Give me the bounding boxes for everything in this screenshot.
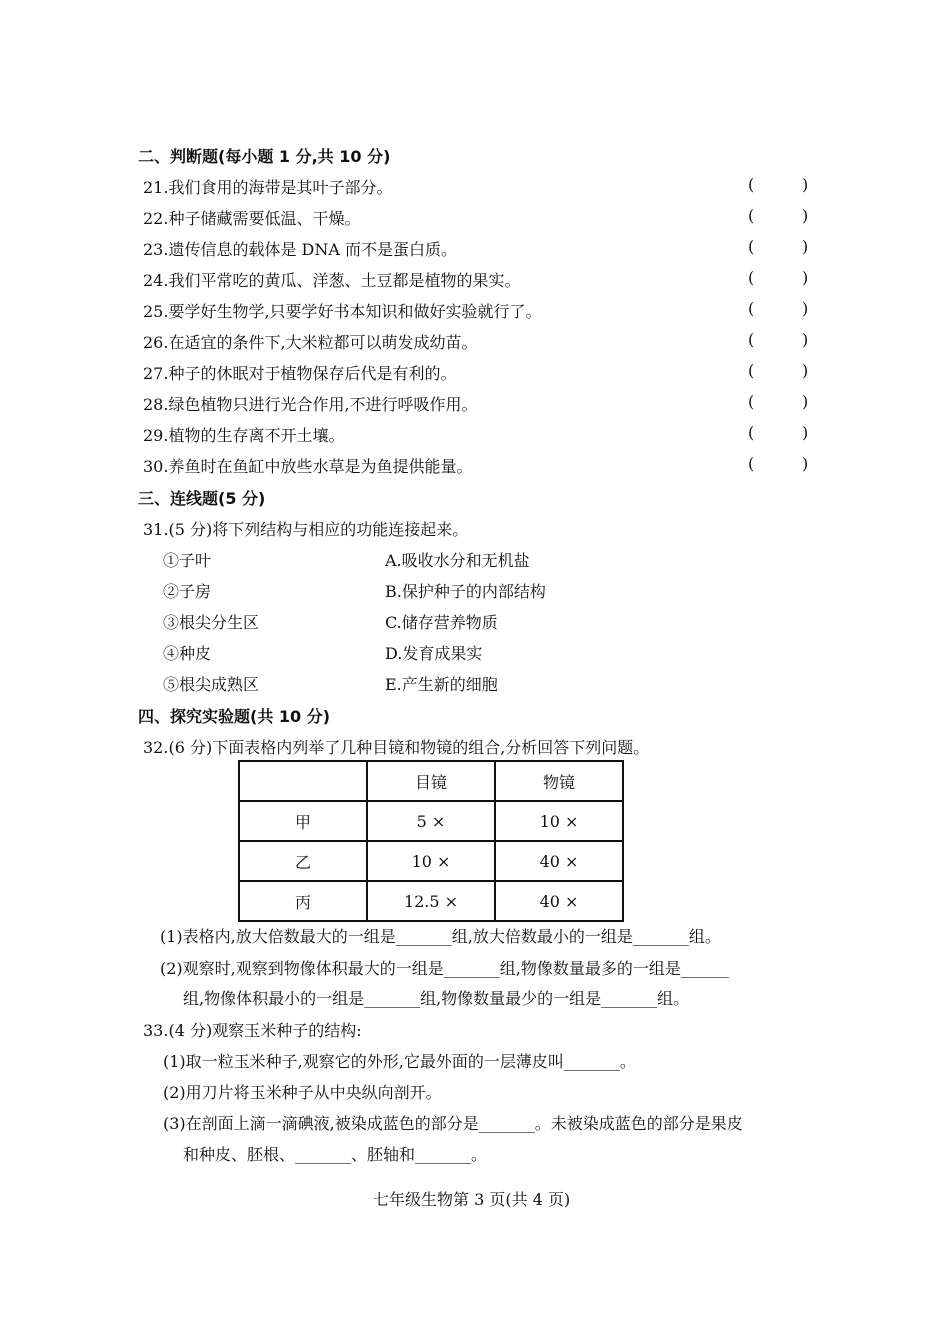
- answer-close-paren: ): [802, 330, 809, 349]
- judgment-item-28: 28.绿色植物只进行光合作用,不进行呼吸作用。: [143, 395, 478, 414]
- answer-open-paren: (: [748, 330, 755, 349]
- judgment-item-24: 24.我们平常吃的黄瓜、洋葱、土豆都是植物的果实。: [143, 271, 521, 290]
- table-header-cell: [239, 761, 367, 801]
- function-item: C.储存营养物质: [385, 613, 498, 632]
- answer-close-paren: ): [802, 237, 809, 256]
- judgment-item-25: 25.要学好生物学,只要学好书本知识和做好实验就行了。: [143, 302, 542, 321]
- table-cell: 10 ×: [495, 801, 623, 841]
- table-row: [239, 841, 623, 881]
- answer-open-paren: (: [748, 175, 755, 194]
- judgment-item-23: 23.遗传信息的载体是 DNA 而不是蛋白质。: [143, 240, 458, 259]
- question-33-part-1: (1)取一粒玉米种子,观察它的外形,它最外面的一层薄皮叫_______。: [163, 1052, 636, 1071]
- function-item: E.产生新的细胞: [385, 675, 498, 694]
- structure-item: ①子叶: [163, 551, 212, 570]
- section-4-heading: 四、探究实验题(共 10 分): [138, 707, 331, 726]
- answer-close-paren: ): [802, 268, 809, 287]
- table-cell: 乙: [239, 841, 367, 881]
- lens-combination-table: [238, 760, 624, 922]
- answer-open-paren: (: [748, 206, 755, 225]
- table-header-cell: 目镜: [367, 761, 495, 801]
- structure-item: ②子房: [163, 582, 212, 601]
- answer-open-paren: (: [748, 237, 755, 256]
- table-header-cell: 物镜: [495, 761, 623, 801]
- answer-open-paren: (: [748, 392, 755, 411]
- table-header-row: [239, 761, 623, 801]
- answer-close-paren: ): [802, 361, 809, 380]
- question-33-stem: 33.(4 分)观察玉米种子的结构:: [143, 1021, 362, 1040]
- section-2-heading: 二、判断题(每小题 1 分,共 10 分): [138, 147, 391, 166]
- judgment-item-27: 27.种子的休眠对于植物保存后代是有利的。: [143, 364, 457, 383]
- question-33-part-2: (2)用刀片将玉米种子从中央纵向剖开。: [163, 1083, 442, 1102]
- table-cell: 40 ×: [495, 881, 623, 921]
- table-cell: 12.5 ×: [367, 881, 495, 921]
- answer-close-paren: ): [802, 206, 809, 225]
- answer-close-paren: ): [802, 454, 809, 473]
- question-31: 31.(5 分)将下列结构与相应的功能连接起来。: [143, 520, 469, 539]
- question-32-stem: 32.(6 分)下面表格内列举了几种目镜和物镜的组合,分析回答下列问题。: [143, 738, 650, 757]
- answer-close-paren: ): [802, 423, 809, 442]
- judgment-item-29: 29.植物的生存离不开土壤。: [143, 426, 345, 445]
- judgment-item-22: 22.种子储藏需要低温、干燥。: [143, 209, 361, 228]
- structure-item: ④种皮: [163, 644, 212, 663]
- function-item: B.保护种子的内部结构: [385, 582, 546, 601]
- table-cell: 5 ×: [367, 801, 495, 841]
- structure-item: ⑤根尖成熟区: [163, 675, 260, 694]
- question-32-part-2: (2)观察时,观察到物像体积最大的一组是_______组,物像数量最多的一组是______: [160, 959, 729, 978]
- table-row: [239, 881, 623, 921]
- answer-close-paren: ): [802, 299, 809, 318]
- answer-open-paren: (: [748, 454, 755, 473]
- question-32-part-1: (1)表格内,放大倍数最大的一组是_______组,放大倍数最小的一组是_______组。: [160, 927, 721, 946]
- table-cell: 10 ×: [367, 841, 495, 881]
- judgment-item-26: 26.在适宜的条件下,大米粒都可以萌发成幼苗。: [143, 333, 478, 352]
- judgment-item-30: 30.养鱼时在鱼缸中放些水草是为鱼提供能量。: [143, 457, 473, 476]
- question-33-part-3: (3)在剖面上滴一滴碘液,被染成蓝色的部分是_______。未被染成蓝色的部分是果皮: [163, 1114, 743, 1133]
- question-32-part-2-cont: 组,物像体积最小的一组是_______组,物像数量最少的一组是_______组。: [183, 989, 690, 1008]
- structure-item: ③根尖分生区: [163, 613, 260, 632]
- answer-close-paren: ): [802, 392, 809, 411]
- answer-open-paren: (: [748, 268, 755, 287]
- function-item: A.吸收水分和无机盐: [385, 551, 530, 570]
- table-cell: 40 ×: [495, 841, 623, 881]
- answer-open-paren: (: [748, 299, 755, 318]
- answer-open-paren: (: [748, 361, 755, 380]
- answer-close-paren: ): [802, 175, 809, 194]
- function-item: D.发育成果实: [385, 644, 483, 663]
- judgment-item-21: 21.我们食用的海带是其叶子部分。: [143, 178, 393, 197]
- table-row: [239, 801, 623, 841]
- question-33-part-3-cont: 和种皮、胚根、_______、胚轴和_______。: [183, 1145, 488, 1164]
- page-footer: 七年级生物第 3 页(共 4 页): [373, 1190, 571, 1209]
- answer-open-paren: (: [748, 423, 755, 442]
- section-3-heading: 三、连线题(5 分): [138, 489, 266, 508]
- table-cell: 丙: [239, 881, 367, 921]
- table-cell: 甲: [239, 801, 367, 841]
